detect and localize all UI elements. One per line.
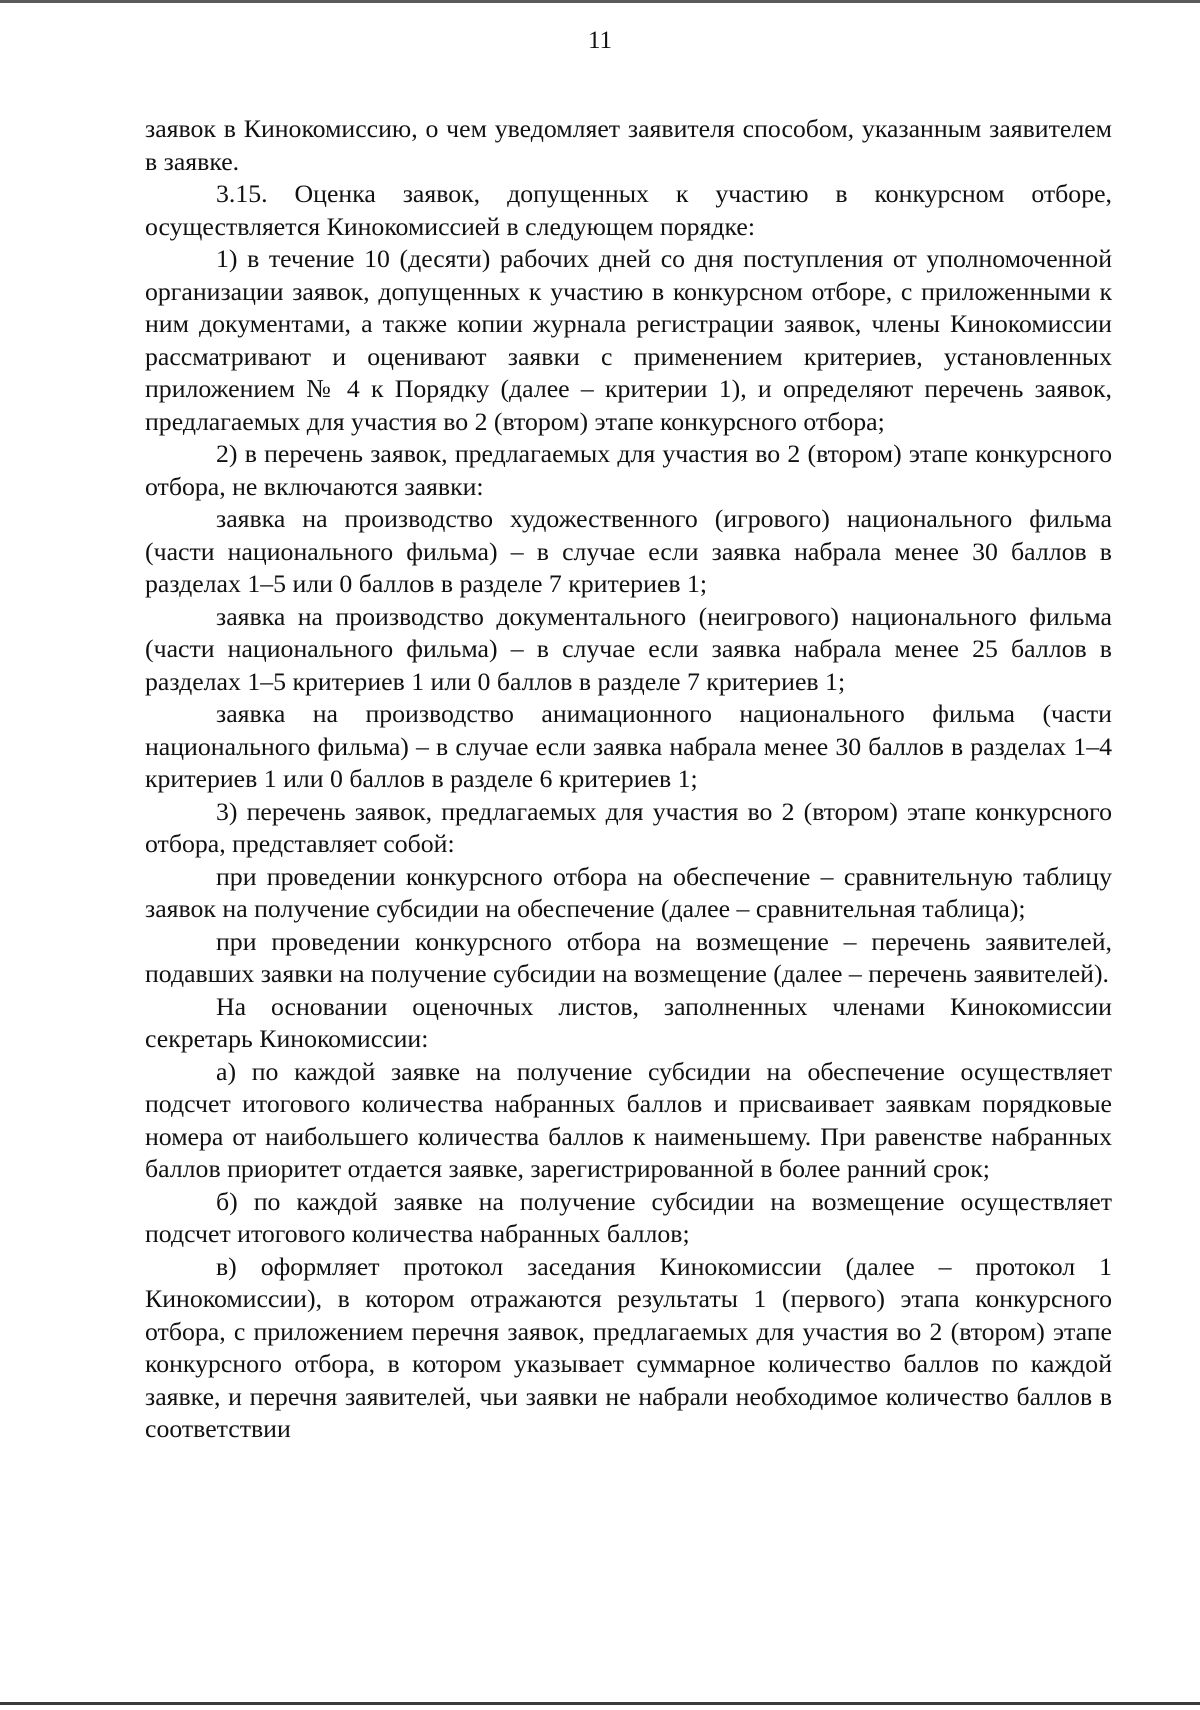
- paragraph: 1) в течение 10 (десяти) рабочих дней со дня поступления от уполномоченной организации заявок, допущенных к участию в конкурсном отборе, с приложенными к ним документами, а также копии журнала регистрации заявок, члены Кинокомиссии рассматривают и оценивают заявки с применением критериев, установленных приложением № 4 к Порядку (далее – критерии 1), и определяют перечень заявок, предлагаемых для участия во 2 (втором) этапе конкурсного отбора;: [145, 244, 1112, 436]
- paragraph: б) по каждой заявке на получение субсидии на возмещение осуществляет подсчет итогового количества набранных баллов;: [145, 1186, 1112, 1248]
- paragraph: а) по каждой заявке на получение субсидии на обеспечение осуществляет подсчет итогового количества набранных баллов и присваивает заявкам порядковые номера от наибольшего количества баллов к наименьшему. При равенстве набранных баллов приоритет отдается заявке, зарегистрированной в более ранний срок;: [145, 1056, 1112, 1183]
- paragraph: 2) в перечень заявок, предлагаемых для участия во 2 (втором) этапе конкурсного отбора, не включаются заявки:: [145, 439, 1112, 501]
- document-body: [145, 113, 1112, 1446]
- page-number: 11: [587, 27, 613, 54]
- paragraph: На основании оценочных листов, заполненных членами Кинокомиссии секретарь Кинокомиссии:: [145, 991, 1112, 1053]
- paragraph: в) оформляет протокол заседания Кинокомиссии (далее – протокол 1 Кинокомиссии), в котором отражаются результаты 1 (первого) этапа конкурсного отбора, с приложением перечня заявок, предлагаемых для участия во 2 (втором) этапе конкурсного отбора, в котором указывает суммарное количество баллов по каждой заявке, и перечня заявителей, чьи заявки не набрали необходимое количество баллов в соответствии: [145, 1251, 1112, 1443]
- paragraph: при проведении конкурсного отбора на обеспечение – сравнительную таблицу заявок на получение субсидии на обеспечение (далее – сравнительная таблица);: [145, 861, 1112, 923]
- paragraph: заявка на производство документального (неигрового) национального фильма (части национального фильма) – в случае если заявка набрала менее 25 баллов в разделах 1–5 критериев 1 или 0 баллов в разделе 7 критериев 1;: [145, 601, 1112, 696]
- paragraph: 3) перечень заявок, предлагаемых для участия во 2 (втором) этапе конкурсного отбора, представляет собой:: [145, 796, 1112, 858]
- paragraph: 3.15. Оценка заявок, допущенных к участию в конкурсном отборе, осуществляется Кинокомиссией в следующем порядке:: [145, 179, 1112, 241]
- scan-edge-top: [0, 0, 1200, 3]
- paragraph: заявок в Кинокомиссию, о чем уведомляет заявителя способом, указанным заявителем в заявке.: [145, 114, 1112, 176]
- scan-edge-bottom: [0, 1702, 1200, 1705]
- paragraph: при проведении конкурсного отбора на возмещение – перечень заявителей, подавших заявки на получение субсидии на возмещение (далее – перечень заявителей).: [145, 926, 1112, 988]
- paragraph: заявка на производство художественного (игрового) национального фильма (части национального фильма) – в случае если заявка набрала менее 30 баллов в разделах 1–5 или 0 баллов в разделе 7 критериев 1;: [145, 504, 1112, 598]
- paragraph: заявка на производство анимационного национального фильма (части национального фильма) – в случае если заявка набрала менее 30 баллов в разделах 1–4 критериев 1 или 0 баллов в разделе 6 критериев 1;: [145, 699, 1112, 793]
